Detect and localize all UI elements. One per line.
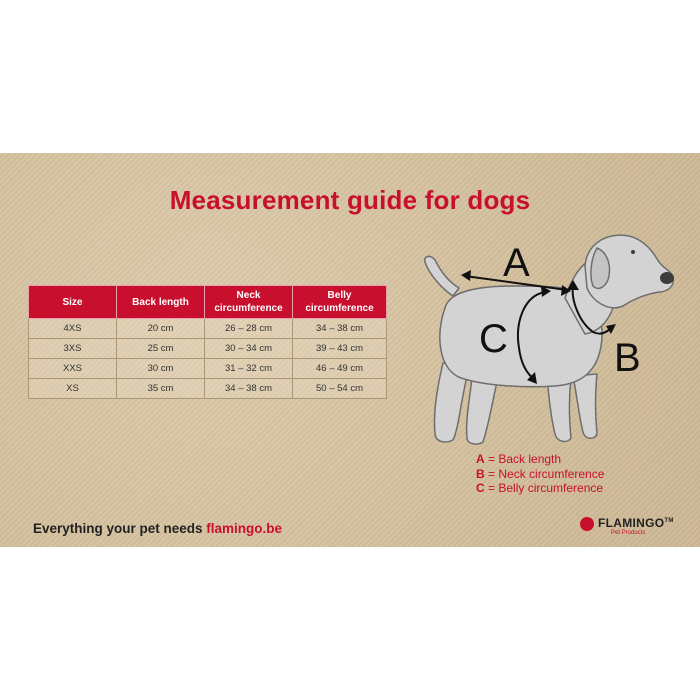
neck-arrowhead-bottom xyxy=(606,324,616,334)
table-cell: 34 – 38 cm xyxy=(205,379,293,399)
header-back-length: Back length xyxy=(117,286,205,319)
dog-eye xyxy=(631,250,635,254)
table-cell: 31 – 32 cm xyxy=(205,359,293,379)
page-title: Measurement guide for dogs xyxy=(169,185,531,215)
table-cell: 50 – 54 cm xyxy=(293,379,387,399)
footer-text: Everything your pet needs xyxy=(33,521,207,536)
table-cell: 35 cm xyxy=(117,379,205,399)
label-c: C xyxy=(479,317,508,361)
header-size: Size xyxy=(29,286,117,319)
table-cell: 26 – 28 cm xyxy=(205,319,293,339)
table-cell: 30 cm xyxy=(117,359,205,379)
table-row xyxy=(29,339,387,359)
table-row xyxy=(29,379,387,399)
table-cell: 39 – 43 cm xyxy=(293,339,387,359)
flamingo-logo xyxy=(580,515,680,539)
table-row xyxy=(29,359,387,379)
header-neck-circumference: Neck circumference xyxy=(205,286,293,319)
legend-item: A = Back length xyxy=(476,452,562,466)
table-row xyxy=(29,319,387,339)
table-cell: XS xyxy=(29,379,117,399)
flamingo-logo-icon xyxy=(580,517,594,531)
measurement-banner xyxy=(0,153,700,547)
header-belly-circumference: Belly circumference xyxy=(293,286,387,319)
back-length-arrowhead-left xyxy=(461,270,471,281)
table-cell: 30 – 34 cm xyxy=(205,339,293,359)
dog-nose xyxy=(660,272,674,284)
label-a: A xyxy=(503,241,530,285)
legend-item: C = Belly circumference xyxy=(476,481,604,495)
brand-tagline: Pet Products xyxy=(611,530,646,536)
size-table xyxy=(28,285,387,399)
trademark-mark: TM xyxy=(664,518,674,524)
table-cell: XXS xyxy=(29,359,117,379)
website-link[interactable]: flamingo.be xyxy=(206,521,283,536)
table-cell: 3XS xyxy=(29,339,117,359)
table-cell: 34 – 38 cm xyxy=(293,319,387,339)
label-b: B xyxy=(614,336,641,380)
measurement-legend xyxy=(476,452,604,496)
dog-measurement-diagram xyxy=(415,228,685,453)
table-cell: 46 – 49 cm xyxy=(293,359,387,379)
legend-item: B = Neck circumference xyxy=(476,466,605,481)
footer-tagline xyxy=(33,521,282,536)
table-cell: 25 cm xyxy=(117,339,205,359)
brand-name: FLAMINGO xyxy=(598,516,665,530)
table-cell: 20 cm xyxy=(117,319,205,339)
table-header-row xyxy=(29,286,387,319)
table-cell: 4XS xyxy=(29,319,117,339)
